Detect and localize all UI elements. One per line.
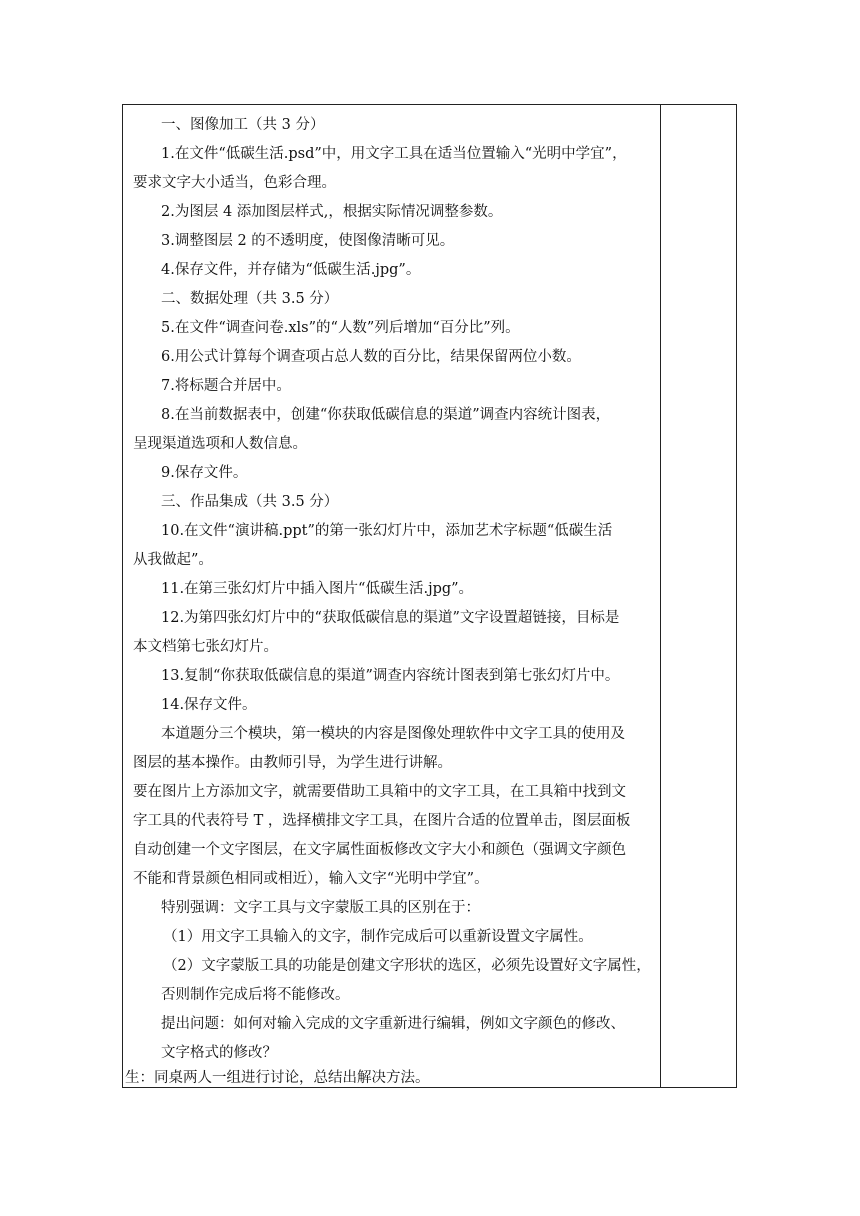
text-line: 2.为图层 4 添加图层样式,，根据实际情况调整参数。 [161,204,503,220]
text-line: 8.在当前数据表中，创建“你获取低碳信息的渠道”调查内容统计图表， [161,407,611,423]
text-line: 特别强调：文字工具与文字蒙版工具的区别在于： [161,900,480,916]
text-line: 5.在文件“调查问卷.xls”的“人数”列后增加“百分比”列。 [161,320,520,336]
text-line: 12.为第四张幻灯片中的“获取低碳信息的渠道”文字设置超链接，目标是 [161,610,620,626]
text-line: 13.复制“你获取低碳信息的渠道”调查内容统计图表到第七张幻灯片中。 [161,668,620,684]
text-line: 6.用公式计算每个调查项占总人数的百分比，结果保留两位小数。 [161,349,581,365]
text-line: 从我做起”。 [133,552,213,568]
section-heading-integration: 三、作品集成（共 3.5 分） [161,494,339,510]
text-line: 呈现渠道选项和人数信息。 [133,436,307,452]
text-line: 7.将标题合并居中。 [161,378,291,394]
section-heading-data: 二、数据处理（共 3.5 分） [161,291,339,307]
text-line: 9.保存文件。 [161,465,248,481]
text-line: 10.在文件“演讲稿.ppt”的第一张幻灯片中，添加艺术字标题“低碳生活 [161,523,613,539]
notes-cell [661,105,736,1087]
text-line: 11.在第三张幻灯片中插入图片“低碳生活.jpg”。 [161,581,474,597]
text-line: 4.保存文件，并存储为“低碳生活.jpg”。 [161,262,421,278]
text-line: 字工具的代表符号 T ，选择横排文字工具，在图片合适的位置单击，图层面板 [133,813,631,829]
text-line: 要在图片上方添加文字，就需要借助工具箱中的文字工具，在工具箱中找到文 [133,784,626,800]
text-line: 文字格式的修改？ [161,1045,277,1061]
text-line: 不能和背景颜色相同或相近），输入文字“光明中学宜”。 [133,871,489,887]
text-line: 自动创建一个文字图层，在文字属性面板修改文字大小和颜色（强调文字颜色 [133,842,626,858]
text-line: 1.在文件“低碳生活.psd”中，用文字工具在适当位置输入“光明中学宜”， [161,146,627,162]
text-line: 本道题分三个模块，第一模块的内容是图像处理软件中文字工具的使用及 [161,726,625,742]
text-line: 图层的基本操作。由教师引导，为学生进行讲解。 [133,755,452,771]
text-line: 生：同桌两人一组进行讨论，总结出解决方法。 [125,1070,430,1086]
section-heading-image: 一、图像加工（共 3 分） [161,117,325,133]
text-line: （2）文字蒙版工具的功能是创建文字形状的选区，必须先设置好文字属性， [163,958,651,974]
text-line: 14.保存文件。 [161,697,257,713]
text-line: （1）用文字工具输入的文字，制作完成后可以重新设置文字属性。 [163,929,593,945]
content-cell [123,105,661,1087]
text-line: 3.调整图层 2 的不透明度，使图像清晰可见。 [161,233,455,249]
text-line: 本文档第七张幻灯片。 [133,639,278,655]
lesson-table [122,104,737,1088]
text-line: 否则制作完成后将不能修改。 [161,987,350,1003]
text-line: 提出问题：如何对输入完成的文字重新进行编辑，例如文字颜色的修改、 [161,1016,625,1032]
text-line: 要求文字大小适当，色彩合理。 [133,175,336,191]
